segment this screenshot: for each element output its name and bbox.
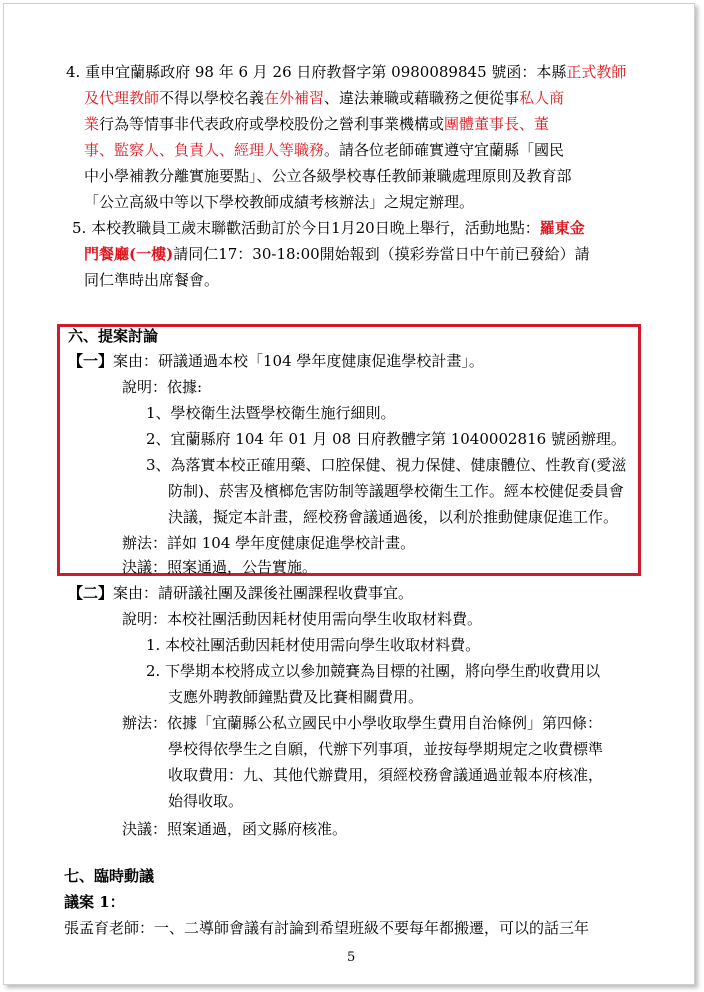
proposal1-explain-3c: 決議，擬定本計畫，經校務會議通過後，以利於推動健康促進工作。 [168,508,619,526]
proposal2-resolution: 決議：照案通過，函文縣府核准。 [122,820,348,838]
item4-line1: 4. 重申宜蘭縣政府 98 年 6 月 26 日府教督字第 0980089845 號函：本縣正式教師 [66,63,627,81]
proposal2-explain-1: 1. 本校社團活動因耗材使用需向學生收取材料費。 [146,636,481,654]
proposal1-explain: 說明：依據: [122,378,203,396]
section7-title: 七、臨時動議 [64,867,155,885]
section6-title: 六、提案討論 [68,327,159,345]
proposal2-cause: 【二】案由：請研議社團及課後社團課程收費事宜。 [68,584,414,602]
proposal2-explain-2a: 2. 下學期本校將成立以參加競賽為目標的社團，將向學生酌收費用以 [146,662,601,680]
page-number: 5 [347,950,356,965]
item5-line2: 門餐廳(一樓)請同仁17：30-18:00開始報到（摸彩券當日中午前已發給）請 [84,245,590,263]
item5-line1: 5. 本校教職員工歲末聯歡活動訂於今日1月20日晚上舉行，活動地點：羅東金 [72,219,585,237]
proposal2-explain-2b: 支應外聘教師鐘點費及比賽相關費用。 [168,688,424,706]
proposal2-method-4: 始得收取。 [168,792,244,810]
proposal1-method: 辦法：詳如 104 學年度健康促進學校計畫。 [122,534,416,552]
proposal2-method-2: 學校得依學生之自願，代辦下列事項，並按每學期規定之收費標準 [168,740,604,758]
item4-line2: 及代理教師不得以學校名義在外補習、違法兼職或藉職務之便從事私人商 [84,89,565,107]
proposal1-resolution: 決議：照案通過，公告實施。 [122,558,318,576]
item4-line4: 事、監察人、負責人、經理人等職務。請各位老師確實遵守宜蘭縣「國民 [84,141,565,159]
item4-line5: 中小學補教分離實施要點」、公立各級學校專任教師兼職處理原則及教育部 [84,167,572,185]
motion-1-title: 議案 1： [64,893,125,911]
proposal1-explain-2: 2、宜蘭縣府 104 年 01 月 08 日府教體字第 1040002816 號函辦理。 [146,430,626,448]
proposal1-cause: 【一】案由：研議通過本校「104 學年度健康促進學校計畫」。 [68,352,484,370]
document-page [3,3,695,985]
item5-line3: 同仁準時出席餐會。 [84,271,220,289]
motion-1-text: 張孟育老師：一、二導師會議有討論到希望班級不要每年都搬遷，可以的話三年 [64,919,590,937]
proposal2-method-1: 辦法：依據「宜蘭縣公私立國民中小學收取學生費用自治條例」第四條： [122,714,603,732]
item4-line3: 業行為等情事非代表政府或學校股份之營利事業機構或團體董事長、董 [84,115,550,133]
proposal1-explain-1: 1、學校衛生法暨學校衛生施行細則。 [146,404,396,422]
proposal2-method-3: 收取費用：九、其他代辦費用，須經校務會議通過並報本府核准， [168,766,604,784]
proposal2-explain: 說明：本校社團活動因耗材使用需向學生收取材料費。 [122,610,483,628]
proposal1-explain-3b: 防制)、菸害及檳榔危害防制等議題學校衛生工作。經本校健促委員會 [168,482,624,500]
proposal1-explain-3a: 3、為落實本校正確用藥、口腔保健、視力保健、健康體位、性教育(愛滋 [146,456,627,474]
item4-line6: 「公立高級中等以下學校教師成績考核辦法」之規定辦理。 [84,193,475,211]
